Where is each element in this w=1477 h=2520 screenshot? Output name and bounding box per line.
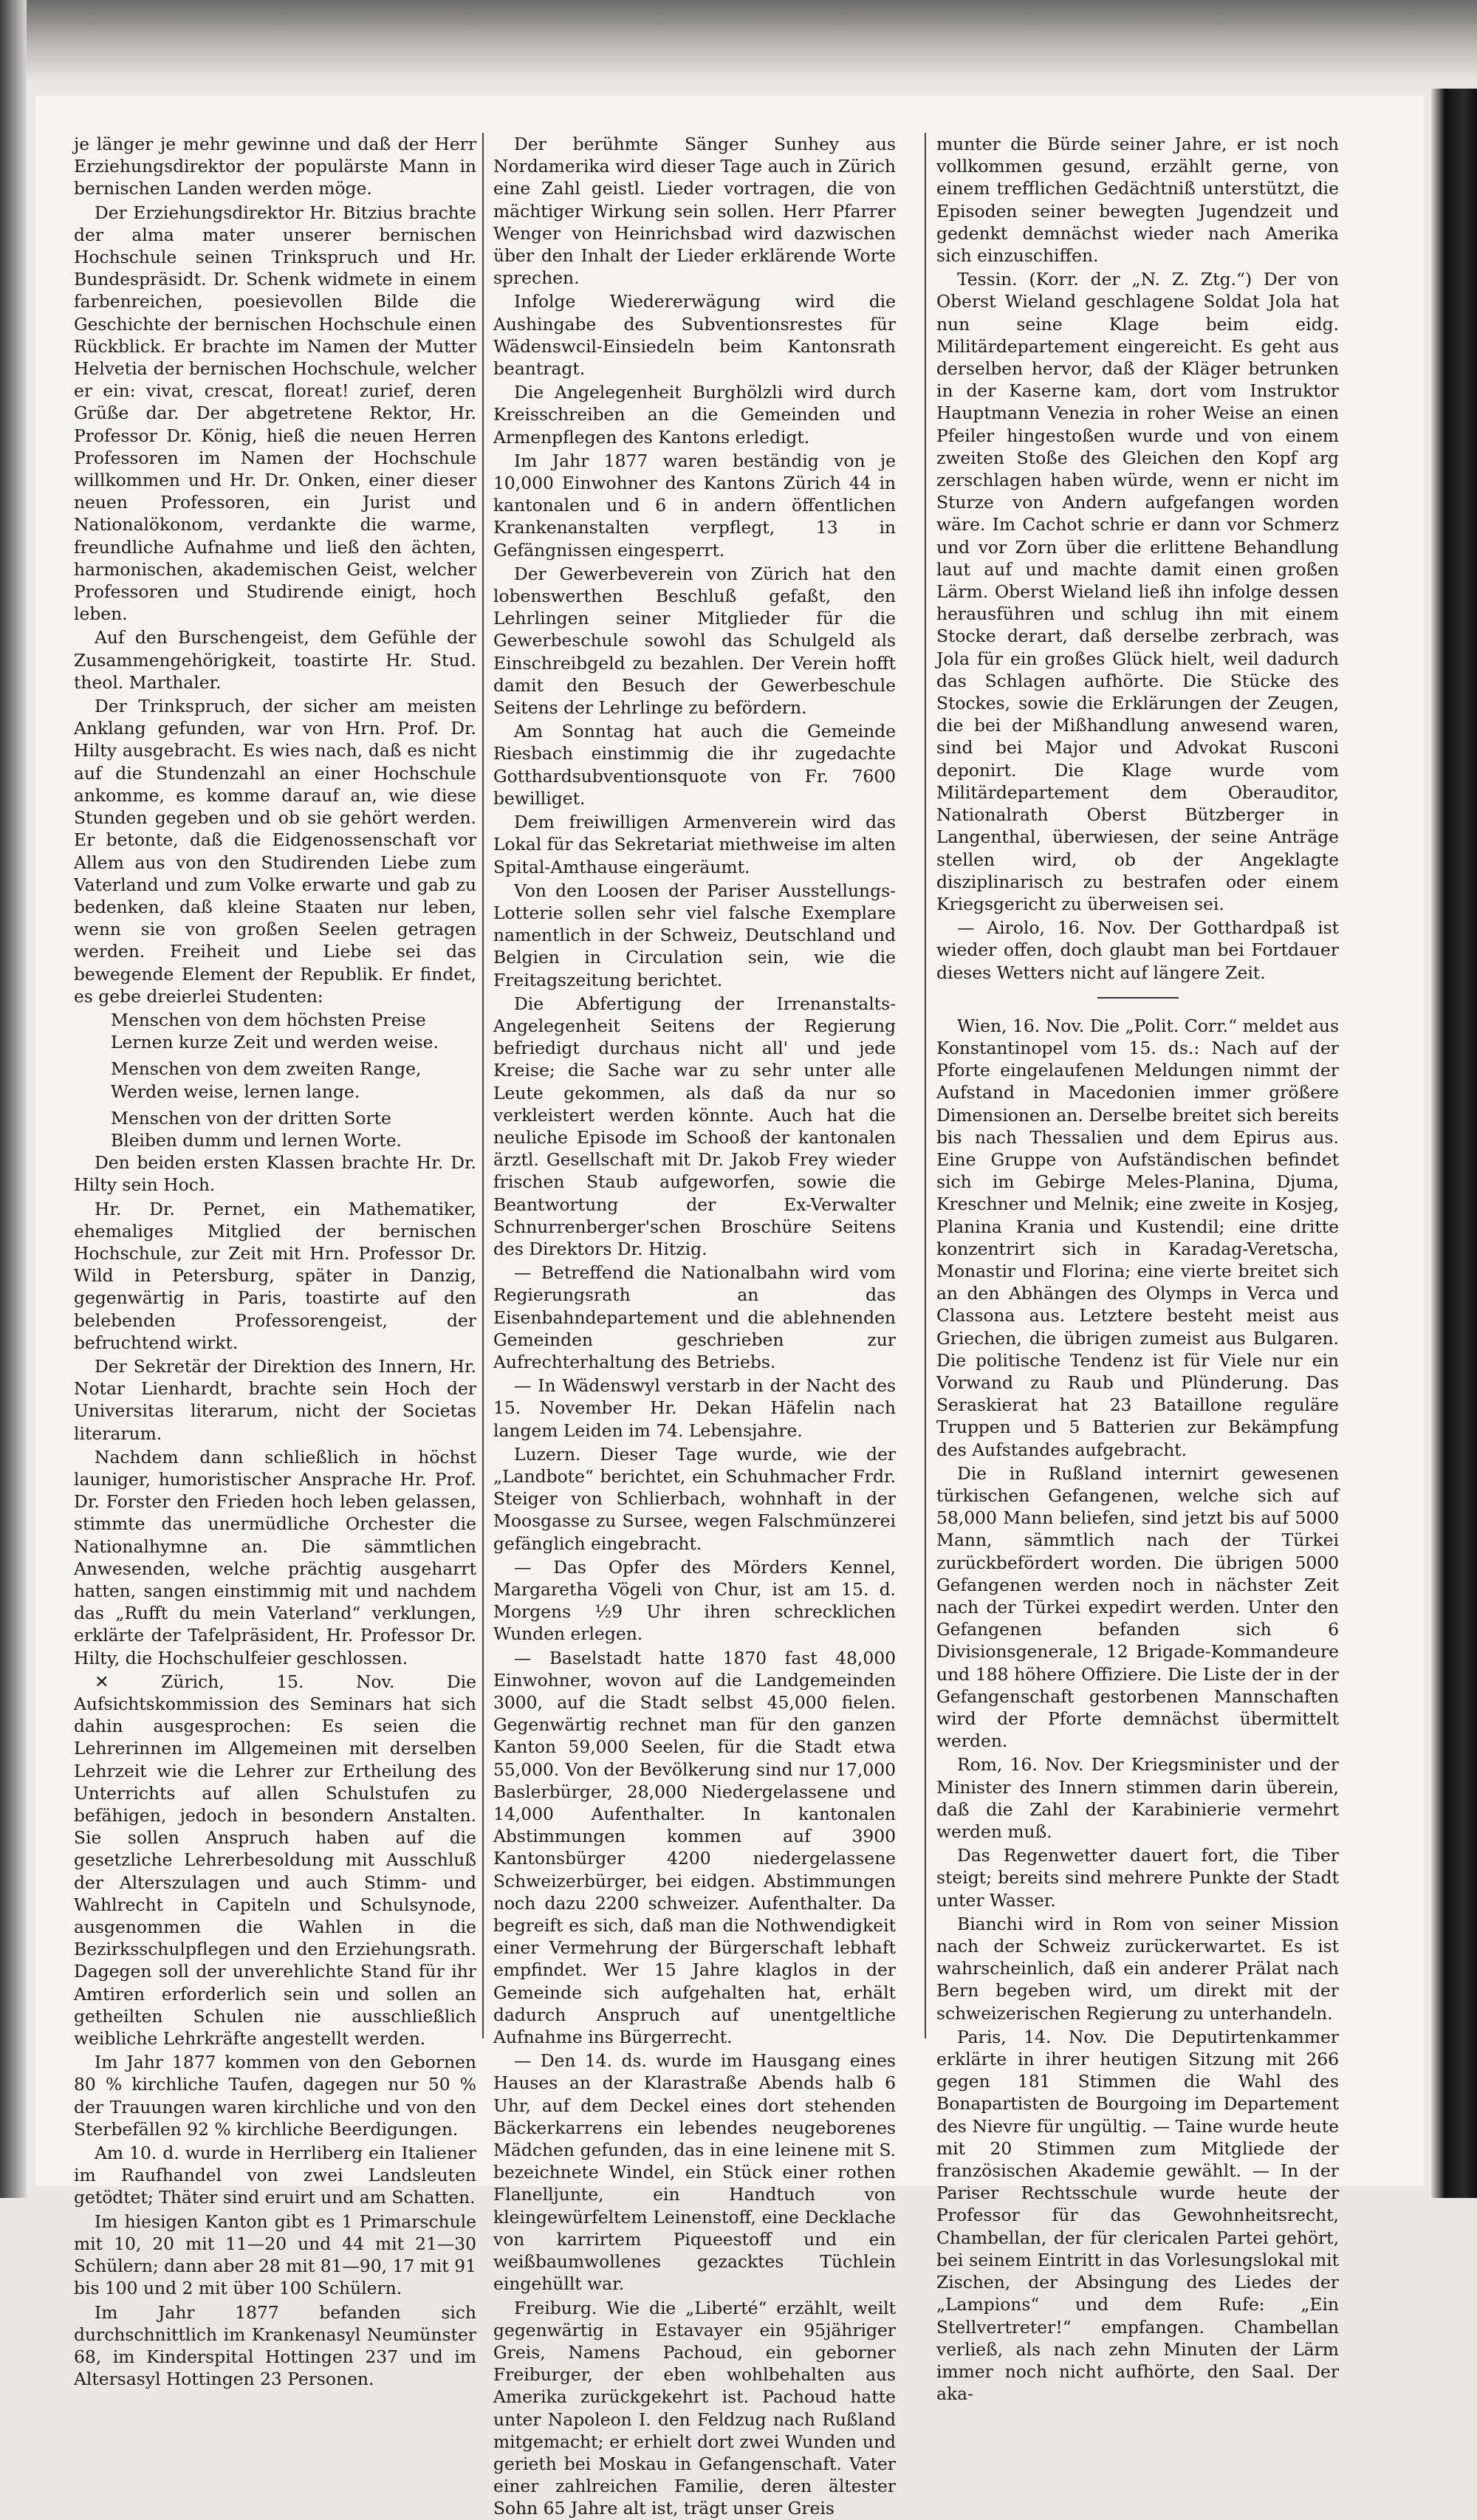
article-paragraph: Am Sonntag hat auch die Gemeinde Riesbach einstimmig die ihr zugedachte Gotthardsubventionsquote von Fr. 7600 bewilliget.: [493, 721, 896, 809]
article-paragraph: Dem freiwilligen Armenverein wird das Lokal für das Sekretariat miethweise im alten Spital-Amthause eingeräumt.: [493, 812, 896, 877]
poem-line: Menschen von dem zweiten Range,: [111, 1058, 422, 1080]
article-paragraph: Am 10. d. wurde in Herrliberg ein Italiener im Raufhandel von zwei Landsleuten getödtet; Thäter sind eruirt und am Schatten.: [74, 2143, 476, 2208]
article-paragraph: — Den 14. ds. wurde im Hausgang eines Hauses an der Klarastraße Abends halb 6 Uhr, auf dem Deckel eines dort stehenden Bäckerkarrens ein lebendes neugeborenes Mädchen gefunden, das in eine leinene mit S. bezeichnete Windel, ein Stück einer rothen Flanelljunte, ein Handtuch von kleingewürfeltem Leinenstoff, eine Decklache von karrirtem Piqueestoff und ein weißbaumwollenes gezacktes Tüchlein eingehüllt war.: [493, 2050, 896, 2295]
article-paragraph: Luzern. Dieser Tage wurde, wie der „Landbote“ berichtet, ein Schuhmacher Frdr. Steiger von Schlierbach, wohnhaft in der Moosgasse zu Sursee, wegen Falschmünzerei gefänglich eingebracht.: [493, 1443, 896, 1554]
poem-line: Menschen von dem höchsten Preise: [111, 1009, 426, 1030]
article-paragraph: Wien, 16. Nov. Die „Polit. Corr.“ meldet aus Konstantinopel vom 15. ds.: Nach auf der Pforte eingelaufenen Meldungen nimmt der Aufstand in Macedonien immer größere Dimensionen an. Derselbe breitet sich bereits bis nach Thessalien und dem Epirus aus. Eine Gruppe von Aufständischen befindet sich im Gebirge Meles-Planina, Djuma, Kreschner und Melnik; eine zweite in Kosjeg, Planina Krania und Kustendil; eine dritte konzentrirt sich in Karadag-Veretscha, Monastir und Florina; eine vierte breitet sich an den Abhängen des Olymps in Verca und Classona aus. Letztere besteht meist aus Griechen, die übrigen zumeist aus Bulgaren. Die politische Tendenz ist für Viele nur ein Vorwand zu Raub und Plünderung. Das Seraskierat hat 23 Bataillone reguläre Truppen und 5 Batterien zur Bekämpfung des Aufstandes aufgebracht.: [936, 1015, 1339, 1460]
column-3: [936, 133, 1339, 2405]
article-paragraph: Die in Rußland internirt gewesenen türkischen Gefangenen, welche sich auf 58,000 Mann beliefen, sind jetzt bis auf 5000 Mann, sämmtlich nach der Türkei zurückbefördert worden. Die übrigen 5000 Gefangenen werden noch in nächster Zeit nach der Türkei expedirt werden. Unter den Gefangenen befanden sich 6 Divisionsgenerale, 12 Brigade-Kommandeure und 188 höhere Offiziere. Die Liste der in der Gefangenschaft gestorbenen Mannschaften wird der Pforte demnächst übermittelt werden.: [936, 1462, 1339, 1752]
article-paragraph: Im Jahr 1877 kommen von den Gebornen 80 % kirchliche Taufen, dagegen nur 50 % der Trauungen waren kirchliche und von den Sterbefällen 92 % kirchliche Beerdigungen.: [74, 2052, 476, 2140]
article-paragraph: — Airolo, 16. Nov. Der Gotthardpaß ist wieder offen, doch glaubt man bei Fortdauer dieses Wetters nicht auf längere Zeit.: [936, 917, 1339, 983]
column-rule-1: [482, 133, 484, 2038]
article-paragraph: Freiburg. Wie die „Liberté“ erzählt, weilt gegenwärtig in Estavayer ein 95jähriger Greis, Namens Pachoud, ein geborner Freiburger, der eben wohlbehalten aus Amerika zurückgekehrt ist. Pachoud hatte unter Napoleon I. den Feldzug nach Rußland mitgemacht; er erhielt dort zwei Wunden und gerieth bei Moskau in Gefangenschaft. Vater einer zahlreichen Familie, deren ältester Sohn 65 Jahre alt ist, trägt unser Greis: [493, 2297, 896, 2519]
page-shadow-top: [0, 0, 1477, 81]
column-2: [493, 133, 896, 2519]
article-paragraph: Der Trinkspruch, der sicher am meisten Anklang gefunden, war von Hrn. Prof. Dr. Hilty ausgebracht. Es wies nach, daß es nicht auf die Stundenzahl an einer Hochschule ankomme, es komme darauf an, wie diese Stunden gegeben und ob sie gehört werden. Er betonte, daß die Eidgenossenschaft vor Allem aus von den Studirenden Liebe zum Vaterland und zum Volke erwarte und gab zu bedenken, daß kleine Staaten nur leben, wenn sie von großen Seelen getragen werden. Freiheit und Liebe sei das bewegende Element der Republik. Er findet, es gebe dreierlei Studenten:: [74, 696, 476, 1007]
article-paragraph: Im Jahr 1877 waren beständig von je 10,000 Einwohner des Kantons Zürich 44 in kantonalen und 6 in andern öffentlichen Krankenanstalten verpflegt, 13 in Gefängnissen eingesperrt.: [493, 450, 896, 561]
article-paragraph: ✕ Zürich, 15. Nov. Die Aufsichtskommission des Seminars hat sich dahin ausgesprochen: Es seien die Lehrerinnen im Allgemeinen mit derselben Lehrzeit wie die Lehrer zur Ertheilung des Unterrichts auf allen Schulstufen zu befähigen, jedoch in besondern Anstalten. Sie sollen Anspruch haben auf die gesetzliche Lehrerbesoldung mit Ausschluß der Alterszulagen und auch Stimm- und Wahlrecht in Capiteln und Schulsynode, ausgenommen die Wahlen in die Bezirksschulpflegen und den Erziehungsrath. Dagegen soll der unverehlichte Stand für ihr Amtiren erforderlich sein und sollen an getheilten Schulen nie ausschließlich weibliche Lehrkräfte angestellt werden.: [74, 1671, 476, 2050]
article-paragraph: Der Erziehungsdirektor Hr. Bitzius brachte der alma mater unserer bernischen Hochschule seinen Trinkspruch und Hr. Bundespräsidt. Dr. Schenk widmete in einem farbenreichen, poesievollen Bilde die Geschichte der bernischen Hochschule einen Rückblick. Er brachte im Namen der Mutter Helvetia der bernischen Hochschule, welcher er ein: vivat, crescat, floreat! zurief, deren Grüße dar. Der abgetretene Rektor, Hr. Professor Dr. König, hieß die neuen Herren Professoren im Namen der Hochschule willkommen und Hr. Dr. Onken, einer dieser neuen Professoren, ein Jurist und Nationalökonom, verdankte die warme, freundliche Aufnahme und ließ den ächten, harmonischen, akademischen Geist, welcher Professoren und Studirende einigt, hoch leben.: [74, 202, 476, 625]
article-paragraph: Das Regenwetter dauert fort, die Tiber steigt; bereits sind mehrere Punkte der Stadt unter Wasser.: [936, 1845, 1339, 1911]
article-paragraph: Die Abfertigung der Irrenanstalts-Angelegenheit Seitens der Regierung befriedigt durchaus nicht all' und jede Kreise; die Sache war zu sehr unter alle Leute gekommen, als daß da nur so verkleistert werden könnte. Auch hat die neuliche Episode im Schooß der kantonalen ärztl. Gesellschaft mit Dr. Jakob Frey wieder frischen Staub aufgeworfen, sowie die Beantwortung der Ex-Verwalter Schnurrenberger'schen Broschüre Seitens des Direktors Dr. Hitzig.: [493, 993, 896, 1259]
article-paragraph: — Das Opfer des Mörders Kennel, Margaretha Vögeli von Chur, ist am 15. d. Morgens ½9 Uhr ihren schrecklichen Wunden erlegen.: [493, 1556, 896, 1645]
article-paragraph: — Betreffend die Nationalbahn wird vom Regierungsrath an das Eisenbahndepartement und die ablehnenden Gemeinden geschrieben zur Aufrechterhaltung des Betriebs.: [493, 1262, 896, 1372]
article-paragraph: Der Sekretär der Direktion des Innern, Hr. Notar Lienhardt, brachte sein Hoch der Universitas literarum, nicht der Societas literarum.: [74, 1355, 476, 1444]
article-paragraph: Auf den Burschengeist, dem Gefühle der Zusammengehörigkeit, toastirte Hr. Stud. theol. Marthaler.: [74, 627, 476, 693]
article-paragraph: Infolge Wiedererwägung wird die Aushingabe des Subventionsrestes für Wädenswcil-Einsiedeln beim Kantonsrath beantragt.: [493, 291, 896, 380]
poem-line: Lernen kurze Zeit und werden weise.: [111, 1032, 439, 1053]
column-1: [74, 133, 476, 2390]
section-separator: [1097, 997, 1179, 999]
article-paragraph: Rom, 16. Nov. Der Kriegsminister und der Minister des Innern stimmen darin überein, daß die Zahl der Karabinierie vermehrt werden muß.: [936, 1754, 1339, 1843]
article-paragraph: Nachdem dann schließlich in höchst launiger, humoristischer Ansprache Hr. Prof. Dr. Forster den Frieden hoch leben gelassen, stimmte das unermüdliche Orchester die Nationalhymne an. Die sämmtlichen Anwesenden, welche prächtig ausgeharrt hatten, sangen einstimmig mit und nachdem das „Rufft du mein Vaterland“ verklungen, erklärte der Tafelpräsident, Hr. Professor Dr. Hilty, die Hochschulfeier geschlossen.: [74, 1446, 476, 1668]
article-paragraph: Paris, 14. Nov. Die Deputirtenkammer erklärte in ihrer heutigen Sitzung mit 266 gegen 181 Stimmen die Wahl des Bonapartisten de Bourgoing im Departement des Nievre für ungültig. — Taine wurde heute mit 20 Stimmen zum Mitgliede der französischen Akademie gewählt. — In der Pariser Rechtsschule wurde heute der Professor für das Gewohnheitsrecht, Chambellan, der für clericalen Partei gehört, bei seinem Eintritt in das Vorlesungslokal mit Zischen, der Absingung des Liedes der „Lampions“ und dem Rufe: „Ein Stellvertreter!“ empfangen. Chambellan verließ, als nach zehn Minuten der Lärm immer noch nicht aufhörte, den Saal. Der aka-: [936, 2026, 1339, 2405]
article-paragraph: Der berühmte Sänger Sunhey aus Nordamerika wird dieser Tage auch in Zürich eine Zahl geistl. Lieder vortragen, die von mächtiger Wirkung sein sollen. Herr Pfarrer Wenger von Heinrichsbad wird dazwischen über den Inhalt der Lieder erklärende Worte sprechen.: [493, 134, 896, 289]
poem-line: Bleiben dumm und lernen Worte.: [111, 1129, 402, 1151]
poem-line: Werden weise, lernen lange.: [111, 1081, 360, 1102]
article-paragraph: Von den Loosen der Pariser Ausstellungs-Lotterie sollen sehr viel falsche Exemplare namentlich in der Schweiz, Deutschland und Belgien in Circulation sein, wie die Freitagszeitung berichtet.: [493, 880, 896, 990]
article-paragraph: Bianchi wird in Rom von seiner Mission nach der Schweiz zurückerwartet. Es ist wahrscheinlich, daß ein anderer Prälat nach Bern begeben wird, um direkt mit der schweizerischen Regierung zu unterhandeln.: [936, 1913, 1339, 2024]
page-shadow-left: [0, 0, 27, 2198]
article-paragraph: Im hiesigen Kanton gibt es 1 Primarschule mit 10, 20 mit 11—20 und 44 mit 21—30 Schülern; dann aber 28 mit 81—90, 17 mit 91 bis 100 und 2 mit über 100 Schülern.: [74, 2211, 476, 2299]
article-paragraph: Tessin. (Korr. der „N. Z. Ztg.“) Der von Oberst Wieland geschlagene Soldat Jola hat nun seine Klage beim eidg. Militärdepartement eingereicht. Es geht aus derselben hervor, daß der Kläger betrunken in der Kaserne kam, dort vom Instruktor Hauptmann Venezia in roher Weise an einen Pfeiler hingestoßen wurde und von einem zweiten Stoße des Gleichen den Kopf arg zerschlagen haben würde, wenn er nicht im Sturze von Andern aufgefangen worden wäre. Im Cachot schrie er dann vor Schmerz und vor Zorn über die erlittene Behandlung laut auf und machte damit einen großen Lärm. Oberst Wieland ließ ihn infolge dessen herausführen und schlug ihn mit einem Stocke derart, daß derselbe zerbrach, was Jola für ein großes Glück hielt, weil dadurch das Schlagen aufhörte. Die Stücke des Stockes, sowie die Erklärungen der Zeugen, die bei der Mißhandlung anwesend waren, sind bei Major und Advokat Rusconi deponirt. Die Klage wurde vom Militärdepartement dem Oberauditor, Nationalrath Oberst Bützberger in Langenthal, überwiesen, der seine Anträge stellen wird, ob der Angeklagte disziplinarisch zu bestrafen oder einem Kriegsgericht zu überweisen sei.: [936, 269, 1339, 914]
article-paragraph: munter die Bürde seiner Jahre, er ist noch vollkommen gesund, erzählt gerne, von einem trefflichen Gedächtniß unterstützt, die Episoden seiner bewegten Jugendzeit und gedenkt demnächst wieder nach Amerika sich einzuschiffen.: [936, 134, 1339, 267]
article-paragraph: Hr. Dr. Pernet, ein Mathematiker, ehemaliges Mitglied der bernischen Hochschule, zur Zeit mit Hrn. Professor Dr. Wild in Petersburg, später in Danzig, gegenwärtig in Paris, toastirte auf den belebenden Professorengeist, der befruchtend wirkt.: [74, 1198, 476, 1353]
article-paragraph: — In Wädenswyl verstarb in der Nacht des 15. November Hr. Dekan Häfelin nach langem Leiden im 74. Lebensjahre.: [493, 1375, 896, 1441]
article-paragraph: Der Gewerbeverein von Zürich hat den lobenswerthen Beschluß gefaßt, den Lehrlingen seiner Mitglieder für die Gewerbeschule sowohl das Schulgeld als Einschreibgeld zu bezahlen. Der Verein hofft damit den Besuch der Gewerbeschule Seitens der Lehrlinge zu befördern.: [493, 563, 896, 719]
article-paragraph: Den beiden ersten Klassen brachte Hr. Dr. Hilty sein Hoch.: [74, 1152, 476, 1196]
article-paragraph: Die Angelegenheit Burghölzli wird durch Kreisschreiben an die Gemeinden und Armenpflegen des Kantons erledigt.: [493, 382, 896, 448]
column-rule-2: [925, 133, 926, 2038]
article-paragraph: Im Jahr 1877 befanden sich durchschnittlich im Krankenasyl Neumünster 68, im Kinderspital Hottingen 237 und im Altersasyl Hottingen 23 Personen.: [74, 2301, 476, 2390]
poem-line: Menschen von der dritten Sorte: [111, 1107, 391, 1129]
article-paragraph: je länger je mehr gewinne und daß der Herr Erziehungsdirektor der populärste Mann in bernischen Landen werden möge.: [74, 134, 476, 199]
page-edge-right: [1431, 89, 1477, 2198]
article-paragraph: — Baselstadt hatte 1870 fast 48,000 Einwohner, wovon auf die Landgemeinden 3000, auf die Stadt selbst 45,000 fielen. Gegenwärtig rechnet man für den ganzen Kanton 59,000 Seelen, für die Stadt etwa 55,000. Von der Bevölkerung sind nur 17,000 Baslerbürger, 28,000 Niedergelassene und 14,000 Aufenthalter. In kantonalen Abstimmungen kommen auf 3900 Kantonsbürger 4200 niedergelassene Schweizerbürger, bei eidgen. Abstimmungen noch dazu 2200 schweizer. Aufenthalter. Da begreift es sich, daß man die Nothwendigkeit einer Vermehrung der Bürgerschaft lebhaft empfindet. Wer 15 Jahre klaglos in der Gemeinde sich aufgehalten hat, erhält dadurch Anspruch auf unentgeltliche Aufnahme ins Bürgerrecht.: [493, 1647, 896, 2048]
